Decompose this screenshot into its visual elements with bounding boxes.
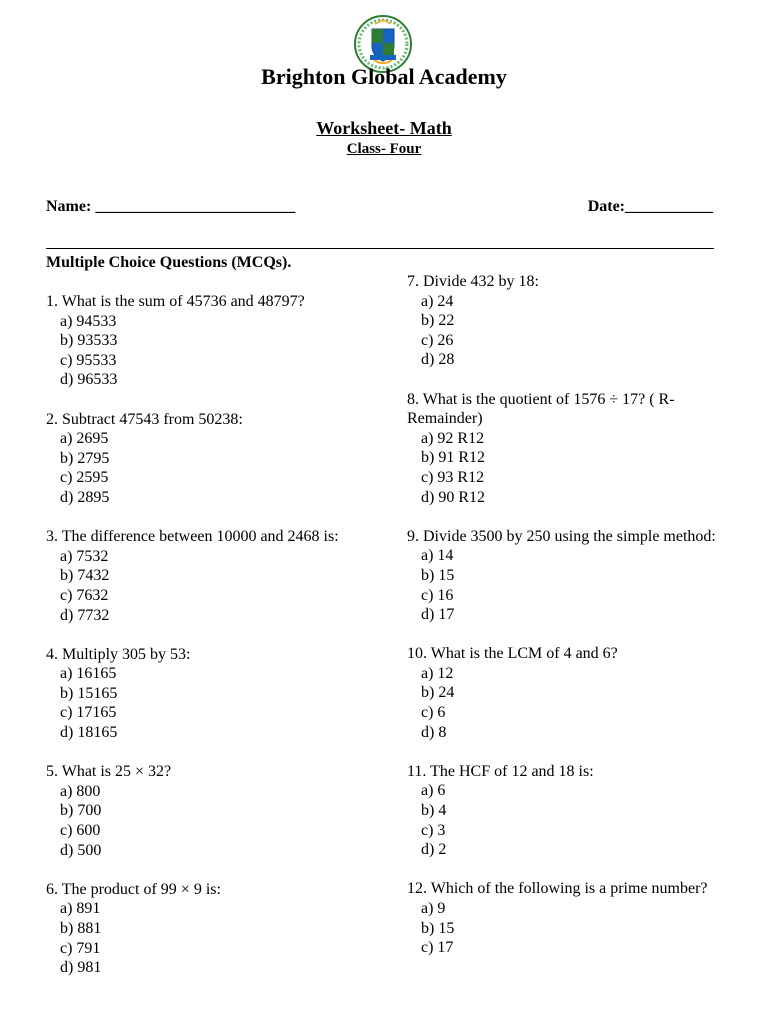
option: b) 24 bbox=[421, 684, 455, 702]
option: c) 17165 bbox=[60, 704, 117, 722]
option: c) 2595 bbox=[60, 469, 109, 487]
question bbox=[46, 410, 366, 508]
option: d) 28 bbox=[421, 351, 455, 369]
question-text: 12. Which of the following is a prime number? bbox=[407, 880, 708, 898]
option: a) 92 R12 bbox=[421, 429, 485, 447]
option: a) 94533 bbox=[60, 312, 117, 330]
option: d) 17 bbox=[421, 606, 455, 624]
option: c) 600 bbox=[60, 822, 101, 840]
class-label: Class- Four bbox=[346, 141, 422, 157]
option: a) 24 bbox=[421, 292, 454, 310]
question-text: 2. Subtract 47543 from 50238: bbox=[46, 410, 243, 428]
question-text: 6. The product of 99 × 9 is: bbox=[46, 880, 221, 898]
worksheet-title: Worksheet- Math bbox=[316, 118, 452, 138]
question-text: 8. What is the quotient of 1576 ÷ 17? ( R-Remainder) bbox=[407, 390, 675, 428]
name-field: Name: _________________________ bbox=[46, 198, 296, 215]
option: c) 6 bbox=[421, 704, 446, 722]
question-text: 10. What is the LCM of 4 and 6? bbox=[407, 645, 618, 663]
option: d) 981 bbox=[60, 959, 102, 977]
option: c) 7632 bbox=[60, 586, 109, 604]
question-text: 7. Divide 432 by 18: bbox=[407, 273, 539, 290]
option: b) 700 bbox=[60, 802, 102, 820]
option: b) 15 bbox=[421, 919, 455, 937]
question-text: 3. The difference between 10000 and 2468 is: bbox=[46, 528, 339, 546]
option: b) 4 bbox=[421, 802, 447, 820]
option: b) 15165 bbox=[60, 684, 118, 702]
option: a) 6 bbox=[421, 782, 446, 800]
school-name: Brighton Global Academy bbox=[261, 64, 507, 89]
option: d) 2 bbox=[421, 841, 447, 859]
option: a) 12 bbox=[421, 664, 454, 682]
date-field: Date:___________ bbox=[587, 198, 713, 215]
questions-left-column bbox=[46, 292, 366, 997]
question bbox=[407, 390, 717, 508]
questions-right-column bbox=[407, 272, 717, 977]
option: d) 7732 bbox=[60, 606, 110, 624]
question bbox=[407, 879, 717, 957]
question-text: 5. What is 25 × 32? bbox=[46, 763, 172, 781]
option: b) 881 bbox=[60, 920, 102, 937]
option: b) 91 R12 bbox=[421, 449, 485, 467]
question-text: 1. What is the sum of 45736 and 48797? bbox=[46, 293, 305, 310]
option: b) 7432 bbox=[60, 567, 110, 585]
option: a) 9 bbox=[421, 900, 446, 917]
option: b) 22 bbox=[421, 312, 455, 330]
option: a) 14 bbox=[421, 547, 454, 565]
option: d) 2895 bbox=[60, 488, 110, 506]
question bbox=[46, 527, 366, 625]
option: d) 18165 bbox=[60, 724, 118, 742]
option: d) 8 bbox=[421, 723, 447, 741]
option: a) 7532 bbox=[60, 547, 109, 565]
option: c) 16 bbox=[421, 586, 454, 604]
option: c) 95533 bbox=[60, 351, 117, 369]
option: b) 2795 bbox=[60, 449, 110, 467]
question-text: 4. Multiply 305 by 53: bbox=[46, 645, 191, 663]
option: c) 3 bbox=[421, 821, 446, 839]
question-text: 11. The HCF of 12 and 18 is: bbox=[407, 762, 594, 780]
option: b) 93533 bbox=[60, 332, 118, 350]
question bbox=[407, 644, 717, 742]
question bbox=[46, 292, 366, 390]
option: b) 15 bbox=[421, 566, 455, 584]
section-heading: Multiple Choice Questions (MCQs). bbox=[46, 254, 292, 271]
question bbox=[407, 272, 717, 370]
question bbox=[46, 880, 366, 978]
question bbox=[407, 762, 717, 860]
option: c) 791 bbox=[60, 939, 101, 957]
option: a) 800 bbox=[60, 782, 101, 800]
option: a) 2695 bbox=[60, 430, 109, 448]
question bbox=[46, 762, 366, 860]
option: d) 96533 bbox=[60, 371, 118, 389]
option: c) 93 R12 bbox=[421, 468, 485, 486]
option: d) 500 bbox=[60, 841, 102, 859]
divider-line bbox=[46, 248, 714, 249]
question-text: 9. Divide 3500 by 250 using the simple method: bbox=[407, 527, 716, 545]
option: a) 16165 bbox=[60, 665, 117, 683]
question bbox=[407, 527, 717, 625]
option: a) 891 bbox=[60, 900, 101, 918]
question bbox=[46, 645, 366, 743]
option: c) 26 bbox=[421, 331, 454, 349]
option: c) 17 bbox=[421, 939, 454, 957]
option: d) 90 R12 bbox=[421, 488, 485, 506]
